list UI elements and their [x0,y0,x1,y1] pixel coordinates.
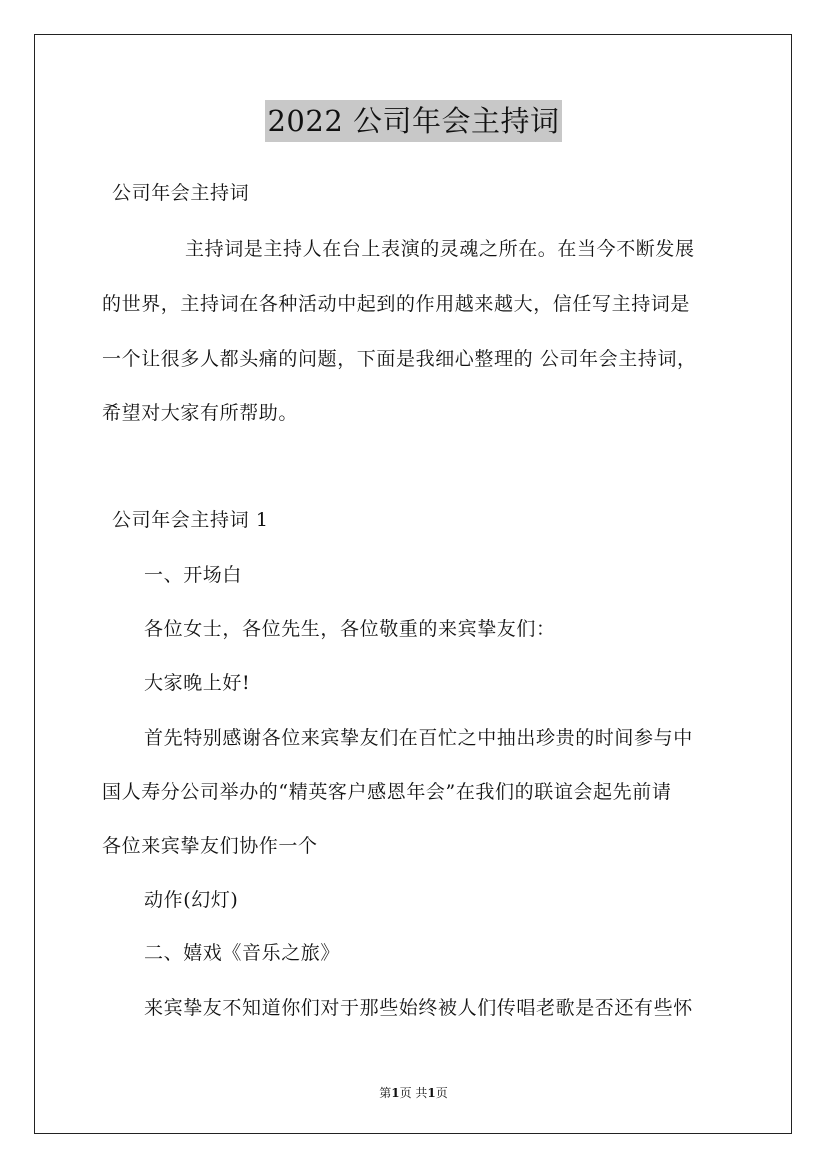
action-line: 动作(幻灯) [144,889,239,911]
page-footer [0,1085,827,1101]
document-title: 2022 公司年会主持词 [265,100,561,142]
section-heading: 公司年会主持词 1 [112,509,269,531]
title-wrap [0,100,827,142]
intro-line-3: 一个让很多人都头痛的问题，下面是我细心整理的 公司年会主持词， [102,348,697,370]
footer-mid: 页 共 [399,1086,428,1100]
subtitle: 公司年会主持词 [112,182,250,204]
greeting-line: 各位女士，各位先生，各位敬重的来宾挚友们： [144,618,556,640]
footer-prefix: 第 [379,1086,392,1100]
intro-line-1: 主持词是主持人在台上表演的灵魂之所在。在当今不断发展 [185,238,695,260]
thanks-line-2: 国人寿分公司举办的“精英客户感恩年会”在我们的联谊会起先前请 [102,781,672,803]
thanks-line-1: 首先特别感谢各位来宾挚友们在百忙之中抽出珍贵的时间参与中 [144,727,693,749]
thanks-line-3: 各位来宾挚友们协作一个 [102,835,318,857]
intro-line-4: 希望对大家有所帮助。 [102,402,299,424]
intro-line-2: 的世界，主持词在各种活动中起到的作用越来越大，信任写主持词是 [102,293,691,315]
part-two-heading: 二、嬉戏《音乐之旅》 [144,942,341,964]
footer-page-number: 1 [391,1086,400,1100]
footer-page-total: 1 [427,1086,436,1100]
part-one-heading: 一、开场白 [144,564,243,586]
last-line: 来宾挚友不知道你们对于那些始终被人们传唱老歌是否还有些怀 [144,997,693,1019]
evening-line: 大家晚上好! [144,672,251,694]
footer-suffix: 页 [435,1086,448,1100]
